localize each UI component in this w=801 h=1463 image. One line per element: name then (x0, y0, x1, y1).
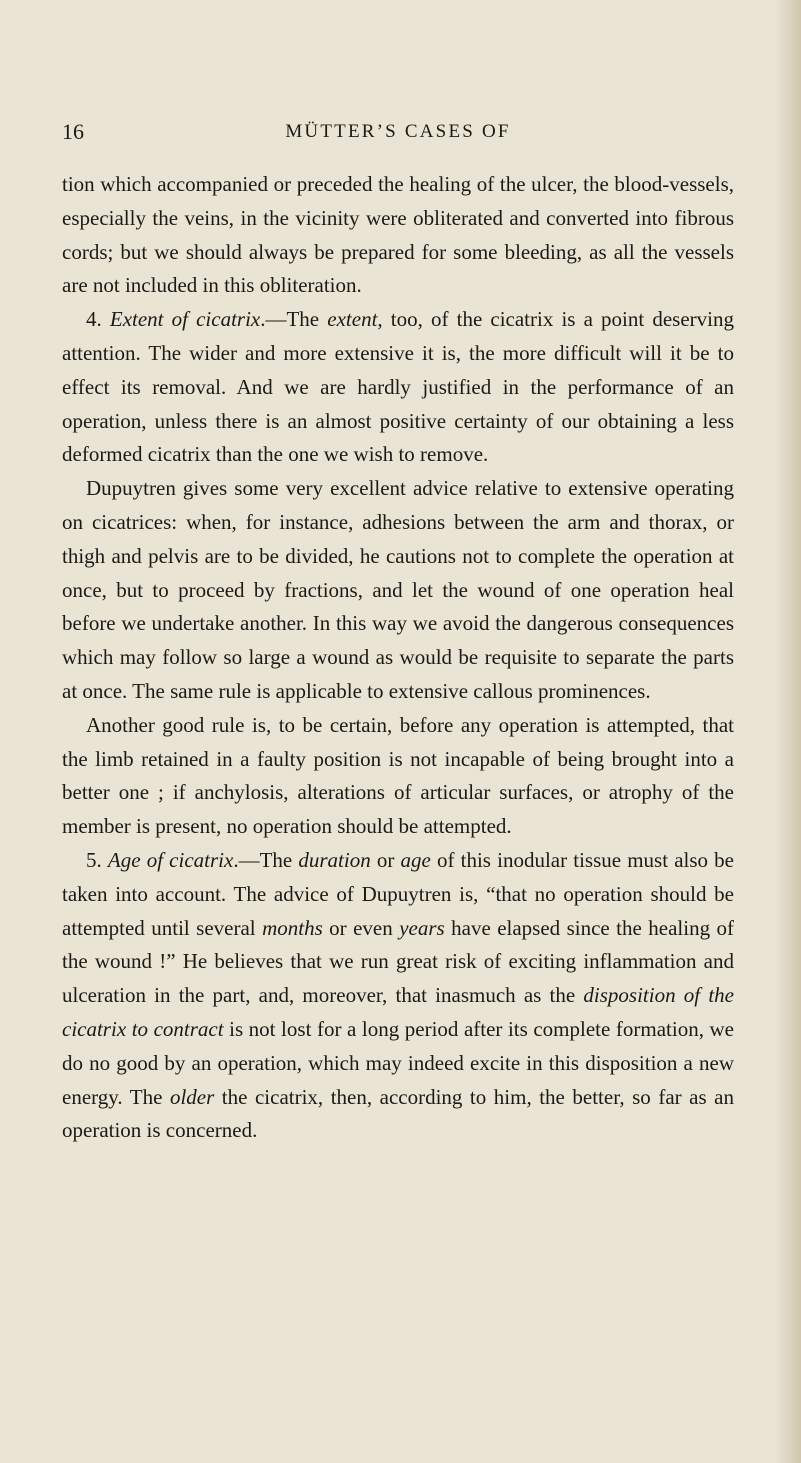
text-run: or (370, 847, 401, 872)
text-run: the cicatrix, then, according to him, the better, so far as an operation is concerned. (62, 1084, 734, 1143)
italic-text: extent (327, 307, 378, 332)
text-run: , too, of the cicatrix is a point deserving attention. The wider and more extensive it is, the more difficult will it be to effect its removal. And we are hardly justified in the performance of an operation, unless there is an almost positive certainty of our obtaining a less deformed cicatrix than the one we wish to remove. (62, 307, 734, 467)
italic-text: duration (298, 847, 371, 872)
text-run: of this inodular tissue must also be taken into account. The advice of Dupuytren is, “that no operation should be attempted until several (62, 847, 735, 940)
paragraph (62, 844, 734, 1148)
text-run: tion which accompanied or preceded the healing of the ulcer, the blood-vessels, especially the veins, in the vicinity were obliterated and converted into fibrous cords; but we should always be prepared for some bleeding, as all the vessels are not included in this obliteration. (62, 172, 734, 298)
paragraph (62, 303, 734, 472)
italic-text: Extent of cicatrix (109, 307, 261, 332)
text-run: 4. (86, 307, 110, 332)
text-run: or even (322, 915, 400, 940)
page-edge-shadow (775, 0, 801, 1463)
italic-text: Age of cicatrix (107, 847, 234, 872)
italic-text: months (262, 915, 323, 940)
text-run: .—The (233, 847, 299, 872)
italic-text: older (169, 1084, 215, 1109)
italic-text: disposition of the cicatrix to contract (62, 983, 734, 1041)
paragraph (62, 168, 734, 303)
text-run: is not lost for a long period after its complete formation, we do no good by an operation, which may indeed excite in this disposition a new energy. The (62, 1016, 734, 1109)
page-header (62, 119, 734, 149)
text-run: 5. (86, 847, 108, 872)
text-run: .—The (260, 307, 328, 332)
italic-text: age (400, 847, 431, 872)
text-run: Another good rule is, to be certain, before any operation is attempted, that the limb retained in a faulty position is not incapable of being brought into a better one ; if anchylosis, alterations of articular surfaces, or atrophy of the member is present, no operation should be attempted. (62, 712, 734, 839)
text-run: have elapsed since the healing of the wound !” He believes that we run great risk of exciting inflammation and ulceration in the part, and, moreover, that inasmuch as the (62, 915, 734, 1008)
italic-text: years (399, 915, 445, 940)
text-run: Dupuytren gives some very excellent advice relative to extensive operating on cicatrices: when, for instance, adhesions between the arm and thorax, or thigh and pelvis are to be divided, he cautions not to complete the operation at once, but to proceed by fractions, and let the wound of one operation heal before we undertake another. In this way we avoid the dangerous consequences which may follow so large a wound as would be requisite to separate the parts at once. The same rule is applicable to extensive callous prominences. (62, 476, 734, 703)
paragraph (62, 709, 734, 844)
running-head: MÜTTER’S CASES OF (285, 121, 511, 142)
body-text (62, 168, 734, 1148)
paragraph (62, 472, 734, 709)
page-number: 16 (62, 119, 84, 144)
